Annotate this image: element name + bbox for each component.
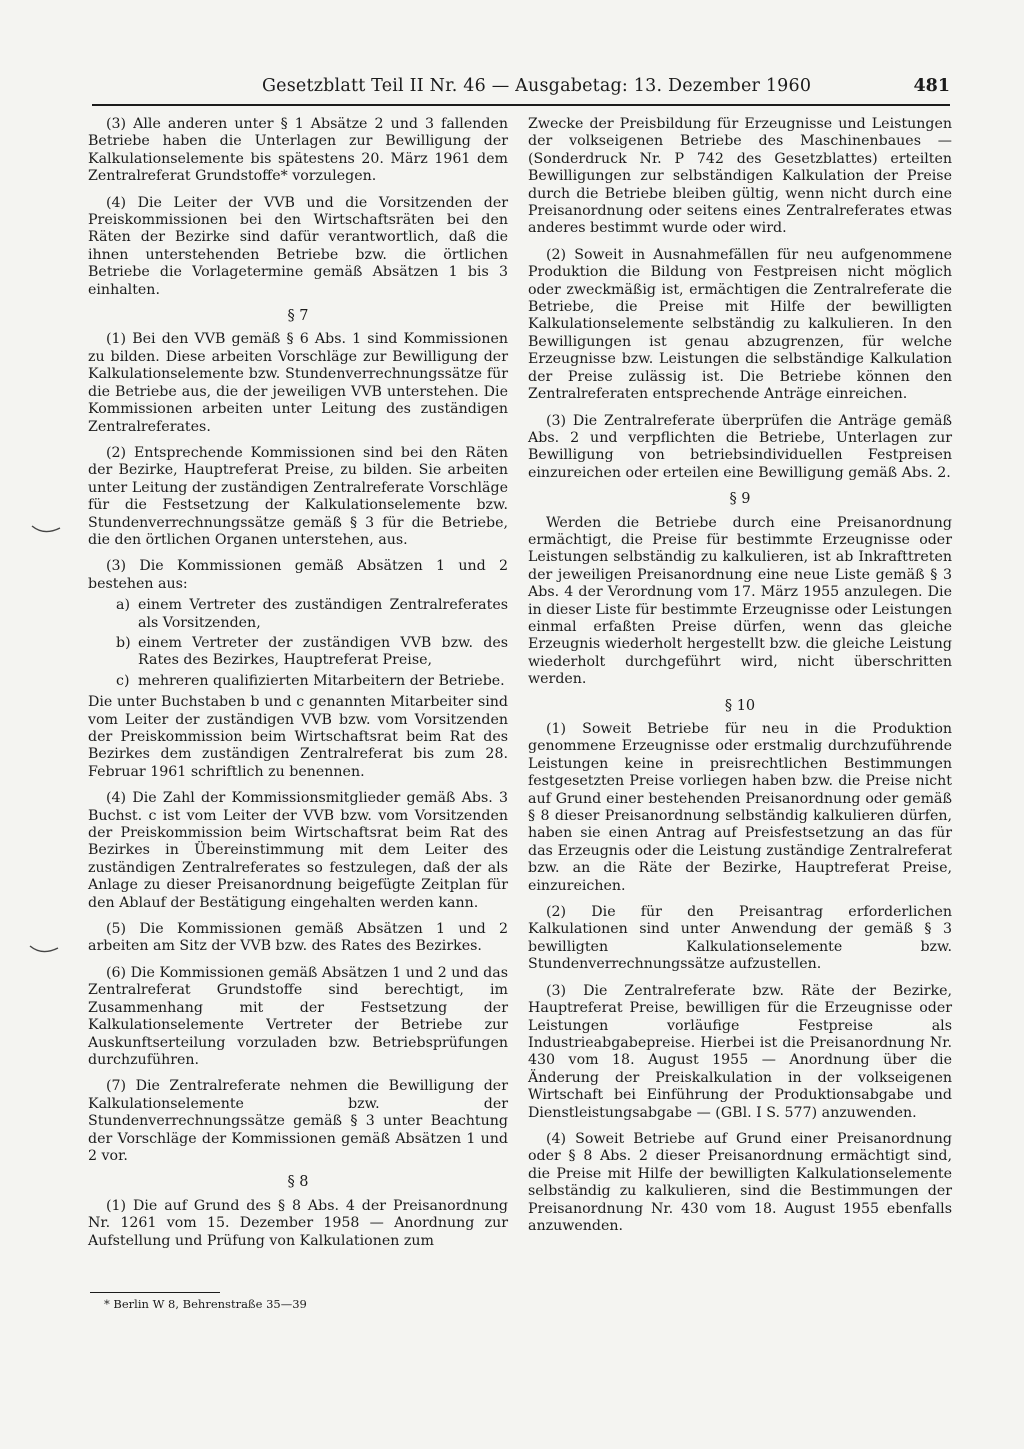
gazette-title: Gesetzblatt Teil II Nr. 46 — Ausgabetag: 13. Dezember 1960 bbox=[262, 76, 812, 96]
list-item bbox=[88, 635, 508, 670]
paragraph: (5) Die Kommissionen gemäß Absätzen 1 und 2 arbeiten am Sitz der VVB bzw. des Rates des Bezirkes. bbox=[88, 921, 508, 955]
paragraph: (4) Die Leiter der VVB und die Vorsitzenden der Preiskommissionen bei den Wirtschaftsräten bei den Räten der Bezirke sind dafür verantwortlich, daß die ihnen unterstehenden Betriebe bzw. die örtlichen Betriebe die Vorlagetermine gemäß Absätzen 1 bis 3 einhalten. bbox=[88, 194, 508, 298]
paragraph: (2) Soweit in Ausnahmefällen für neu aufgenommene Produktion die Bildung von Festpreisen nicht möglich oder zweckmäßig ist, ermächtigen die Zentralreferate die Betriebe, die Preise mit Hilfe der bewilligten Kalkulationselemente selbständig zu kalkulieren. In den Bewilligungen ist genau abzugrenzen, für welche Erzeugnisse bzw. Leistungen die selbständige Kalkulation der Preise zulässig ist. Die Betriebe können den Zentralreferaten entsprechende Anträge einreichen. bbox=[528, 246, 952, 403]
paragraph: (1) Soweit Betriebe für neu in die Produktion genommene Erzeugnisse oder erstmalig durchzuführende Leistungen keine in preisrechtlichen Bestimmungen festgesetzten Preise vorliegen haben bzw. die Preise nicht auf Grund einer bestehenden Preisanordnung oder gemäß § 8 dieser Preisanordnung selbständig kalkulieren dürfen, haben sie einen Antrag auf Preisfestsetzung an das für das Erzeugnis oder die Leistung zuständige Zentralreferat bzw. an die Räte der Bezirke, Hauptreferat Preise, einzureichen. bbox=[528, 721, 952, 894]
section-heading-10: § 10 bbox=[724, 697, 756, 714]
list-item bbox=[88, 673, 508, 690]
paragraph: (3) Die Zentralreferate überprüfen die Anträge gemäß Abs. 2 und verpflichten die Betriebe, Unterlagen zur Bewilligung von betriebsindividuellen Festpreisen einzureichen oder erteilen eine Bewilligung gemäß Abs. 2. bbox=[528, 412, 952, 481]
paragraph: (6) Die Kommissionen gemäß Absätzen 1 und 2 und das Zentralreferat Grundstoffe sind berechtigt, im Zusammenhang mit der Festsetzung der Kalkulationselemente Vertreter der Betriebe zur Auskunftserteilung vorzuladen bzw. Betriebsprüfungen durchzuführen. bbox=[88, 964, 508, 1068]
list-item-label: c) bbox=[116, 672, 130, 689]
margin-pencil-mark bbox=[30, 520, 64, 540]
list-item-text: einem Vertreter der zuständigen VVB bzw. des Rates des Bezirkes, Hauptreferat Preise, bbox=[138, 634, 508, 669]
right-column bbox=[528, 116, 952, 1244]
paragraph: (2) Entsprechende Kommissionen sind bei den Räten der Bezirke, Hauptreferat Preise, zu bilden. Sie arbeiten unter Leitung der zuständigen Zentralreferate Vorschläge für die Festsetzung der Kalkulationselemente bzw. Stundenverrechnungssätze gemäß § 3 für die Betriebe, die den örtlichen Organen unterstehen, aus. bbox=[88, 444, 508, 548]
paragraph: (1) Die auf Grund des § 8 Abs. 4 der Preisanordnung Nr. 1261 vom 15. Dezember 1958 — Anordnung zur Aufstellung und Prüfung von Kalkulationen zum bbox=[88, 1197, 508, 1249]
paragraph: Die unter Buchstaben b und c genannten Mitarbeiter sind vom Leiter der zuständigen VVB bzw. vom Vorsitzenden der Preiskommission beim Wirtschaftsrat beim Rat des Bezirkes dem zuständigen Zentralreferat bis zum 28. Februar 1961 schriftlich zu benennen. bbox=[88, 694, 508, 780]
list-item-label: b) bbox=[116, 634, 131, 651]
section-heading-9: § 9 bbox=[729, 491, 751, 508]
list-item-label: a) bbox=[116, 597, 130, 614]
section-heading-7: § 7 bbox=[287, 308, 309, 325]
left-column bbox=[88, 116, 508, 1259]
paragraph: Werden die Betriebe durch eine Preisanordnung ermächtigt, die Preise für bestimmte Erzeugnisse oder Leistungen selbständig zu kalkulieren, ist ab Inkrafttreten der jeweiligen Preisanordnung eine neue Liste gemäß § 3 Abs. 4 der Verordnung vom 17. März 1955 anzulegen. Die in dieser Liste für bestimmte Erzeugnisse oder Leistungen einmal erfaßten Preise dürfen, wenn das gleiche Erzeugnis wiederholt hergestellt bzw. die gleiche Leistung wiederholt durchgeführt wird, nicht überschritten werden. bbox=[528, 514, 952, 688]
footnote-divider bbox=[90, 1292, 220, 1293]
paragraph: (2) Die für den Preisantrag erforderlichen Kalkulationen sind unter Anwendung der gemäß § 3 bewilligten Kalkulationselemente bzw. Stundenverrechnungssätze aufzustellen. bbox=[528, 904, 952, 973]
list-item-text: mehreren qualifizierten Mitarbeitern der Betriebe. bbox=[138, 672, 505, 689]
paragraph: (1) Bei den VVB gemäß § 6 Abs. 1 sind Kommissionen zu bilden. Diese arbeiten Vorschläge zur Bewilligung der Kalkulationselemente bzw. Stundenverrechnungssätze für die Betriebe aus, die der jeweiligen VVB unterstehen. Die Kommissionen arbeiten unter Leitung des zuständigen Zentralreferates. bbox=[88, 331, 508, 435]
paragraph: (3) Die Zentralreferate bzw. Räte der Bezirke, Hauptreferat Preise, bewilligen für die Erzeugnisse oder Leistungen vorläufige Festpreise als Industrieabgabepreise. Hierbei ist die Preisanordnung Nr. 430 vom 18. August 1955 — Anordnung über die Änderung der Preiskalkulation in der volkseigenen Wirtschaft bei Einführung der Produktionsabgabe und Dienstleistungsabgabe — (GBl. I S. 577) anzuwenden. bbox=[528, 982, 952, 1121]
list-item bbox=[88, 597, 508, 632]
list-item-text: einem Vertreter des zuständigen Zentralreferates als Vorsitzenden, bbox=[138, 597, 508, 631]
paragraph: (3) Die Kommissionen gemäß Absätzen 1 und 2 bestehen aus: bbox=[88, 558, 508, 592]
member-list bbox=[88, 597, 508, 690]
paragraph: (7) Die Zentralreferate nehmen die Bewilligung der Kalkulationselemente bzw. der Stundenverrechnungssätze gemäß § 3 unter Beachtung der Vorschläge der Kommissionen gemäß Absätzen 1 und 2 vor. bbox=[88, 1078, 508, 1164]
footnote: * Berlin W 8, Behrenstraße 35—39 bbox=[104, 1297, 307, 1311]
paragraph: (4) Soweit Betriebe auf Grund einer Preisanordnung oder § 8 Abs. 2 dieser Preisanordnung ermächtigt sind, die Preise mit Hilfe der bewilligten Kalkulationselemente selbständig zu kalkulieren, sind die Bestimmungen der Preisanordnung Nr. 430 vom 18. August 1955 ebenfalls anzuwenden. bbox=[528, 1130, 952, 1234]
paragraph: Zwecke der Preisbildung für Erzeugnisse und Leistungen der volkseigenen Betriebe des Maschinenbaues — (Sonderdruck Nr. P 742 des Gesetzblattes) erteilten Bewilligungen zur selbständigen Kalkulation der Preise durch die Betriebe bleiben gültig, wenn nicht durch eine Preisanordnung oder seitens eines Zentralreferates etwas anderes bestimmt wurde oder wird. bbox=[528, 116, 952, 237]
page-number: 481 bbox=[913, 76, 950, 96]
paragraph: (3) Alle anderen unter § 1 Absätze 2 und 3 fallenden Betriebe haben die Unterlagen zur Bewilligung der Kalkulationselemente bis spätestens 20. März 1961 dem Zentralreferat Grundstoffe* vorzulegen. bbox=[88, 116, 508, 185]
paragraph: (4) Die Zahl der Kommissionsmitglieder gemäß Abs. 3 Buchst. c ist vom Leiter der VVB bzw. vom Vorsitzenden der Preiskommission beim Wirtschaftsrat beim Rat des Bezirkes in Übereinstimmung mit dem Leiter des zuständigen Zentralreferates so festzulegen, daß der als Anlage zu dieser Preisanordnung beigefügte Zeitplan für den Ablauf der Bestätigung eingehalten werden kann. bbox=[88, 790, 508, 911]
page-header bbox=[92, 70, 950, 106]
margin-pencil-mark bbox=[28, 940, 62, 960]
section-heading-8: § 8 bbox=[287, 1174, 309, 1191]
